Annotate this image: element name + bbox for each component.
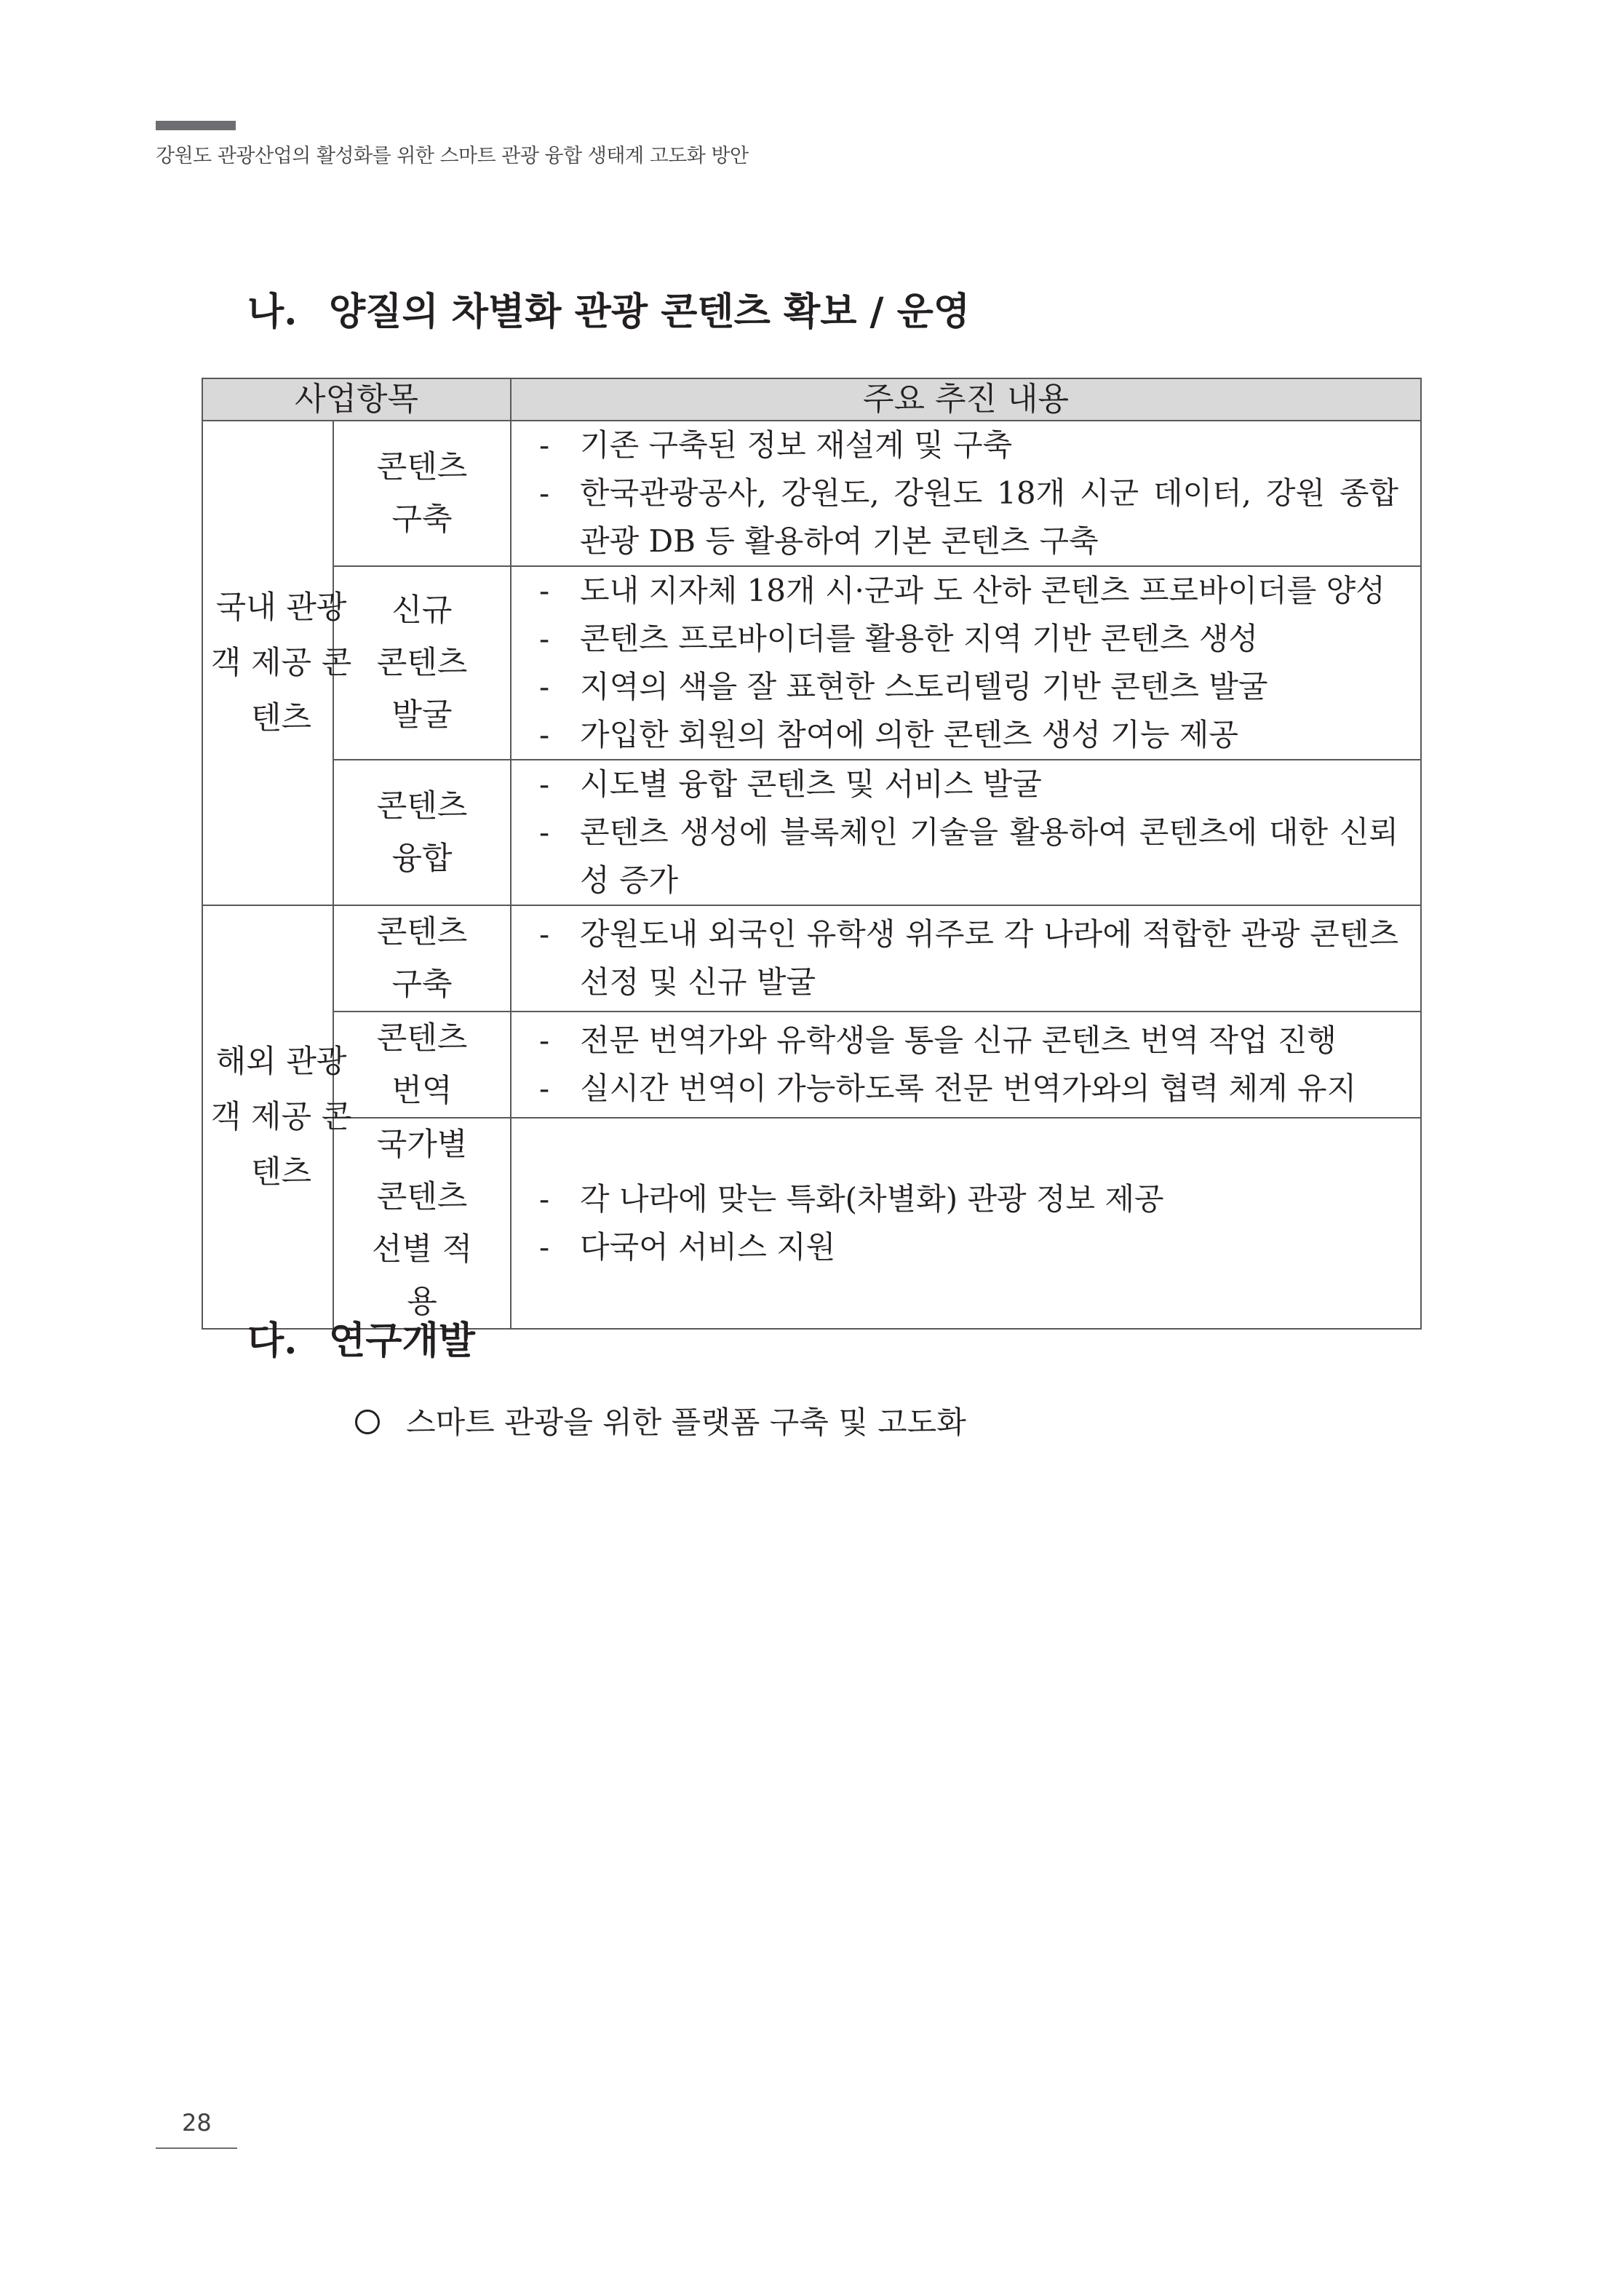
subitem-label: 콘텐츠 융합 [376,788,468,877]
section-title: 양질의 차별화 관광 콘텐츠 확보 / 운영 [329,290,971,334]
content-cell [511,905,1421,1012]
bullet-item: - 각 나라에 맞는 특화(차별화) 관광 정보 제공 [539,1175,1398,1223]
section-number: 나. [247,290,298,334]
table-header-row [202,378,1421,421]
bullet-item: - 전문 번역가와 유학생을 통을 신규 콘텐츠 번역 작업 진행 [539,1017,1398,1065]
bullet-item: - 도내 지자체 18개 시·군과 도 산하 콘텐츠 프로바이더를 양성 [539,567,1398,615]
header-project: 사업항목 [202,378,511,421]
section-title: 연구개발 [329,1319,475,1363]
project-table [202,378,1422,1330]
subitem-label: 콘텐츠 구축 [376,914,468,1003]
table-row [202,421,1421,566]
subitem-cell [333,1012,511,1118]
bullet-item: - 실시간 번역이 가능하도록 전문 번역가와의 협력 체계 유지 [539,1065,1398,1113]
bullet-item: - 가입한 회원의 참여에 의한 콘텐츠 생성 기능 제공 [539,711,1398,759]
subitem-cell [333,1118,511,1329]
subitem-label: 국가별 콘텐츠 선별 적용 [371,1126,473,1320]
content-cell [511,1118,1421,1329]
content-cell [511,566,1421,760]
section-heading-da [247,1310,475,1364]
bullet-item: - 한국관광공사, 강원도, 강원도 18개 시군 데이터, 강원 종합 관광 DB 등 활용하여 기본 콘텐츠 구축 [539,469,1398,565]
table-row [202,1118,1421,1329]
bullet-item: - 지역의 색을 잘 표현한 스토리텔링 기반 콘텐츠 발굴 [539,663,1398,711]
research-item-text: 스마트 관광을 위한 플랫폼 구축 및 고도화 [406,1404,966,1440]
bullet-item: - 시도별 융합 콘텐츠 및 서비스 발굴 [539,760,1398,808]
header-content: 주요 추진 내용 [511,378,1421,421]
table-row [202,566,1421,760]
subitem-label: 콘텐츠 구축 [376,449,468,538]
footer-rule [156,2147,237,2149]
subitem-label: 콘텐츠 번역 [376,1020,468,1109]
content-cell [511,421,1421,566]
table-row [202,1012,1421,1118]
bullet-item: - 다국어 서비스 지원 [539,1223,1398,1271]
research-item [355,1399,966,1442]
subitem-label: 신규 콘텐츠 발굴 [376,592,468,734]
subitem-cell [333,566,511,760]
table-row [202,905,1421,1012]
header-bar [156,121,236,130]
page-number: 28 [182,2109,212,2137]
category-label: 국내 관광객 제공 콘텐츠 [210,589,352,736]
table-row [202,760,1421,905]
subitem-cell [333,760,511,905]
subitem-cell [333,421,511,566]
category-cell [202,905,352,1329]
category-cell [202,421,352,905]
subitem-cell [333,905,511,1012]
bullet-item: - 콘텐츠 생성에 블록체인 기술을 활용하여 콘텐츠에 대한 신뢰성 증가 [539,808,1398,905]
category-label: 해외 관광객 제공 콘텐츠 [210,1044,352,1191]
section-heading-na [247,281,970,335]
bullet-item: - 기존 구축된 정보 재설계 및 구축 [539,421,1398,469]
bullet-item: - 콘텐츠 프로바이더를 활용한 지역 기반 콘텐츠 생성 [539,615,1398,663]
circle-bullet-icon [355,1410,380,1434]
bullet-item: - 강원도내 외국인 유학생 위주로 각 나라에 적합한 관광 콘텐츠 선정 및 신규 발굴 [539,910,1398,1006]
content-cell [511,1012,1421,1118]
running-header: 강원도 관광산업의 활성화를 위한 스마트 관광 융합 생태계 고도화 방안 [156,145,749,167]
section-number: 다. [247,1319,298,1363]
content-cell [511,760,1421,905]
